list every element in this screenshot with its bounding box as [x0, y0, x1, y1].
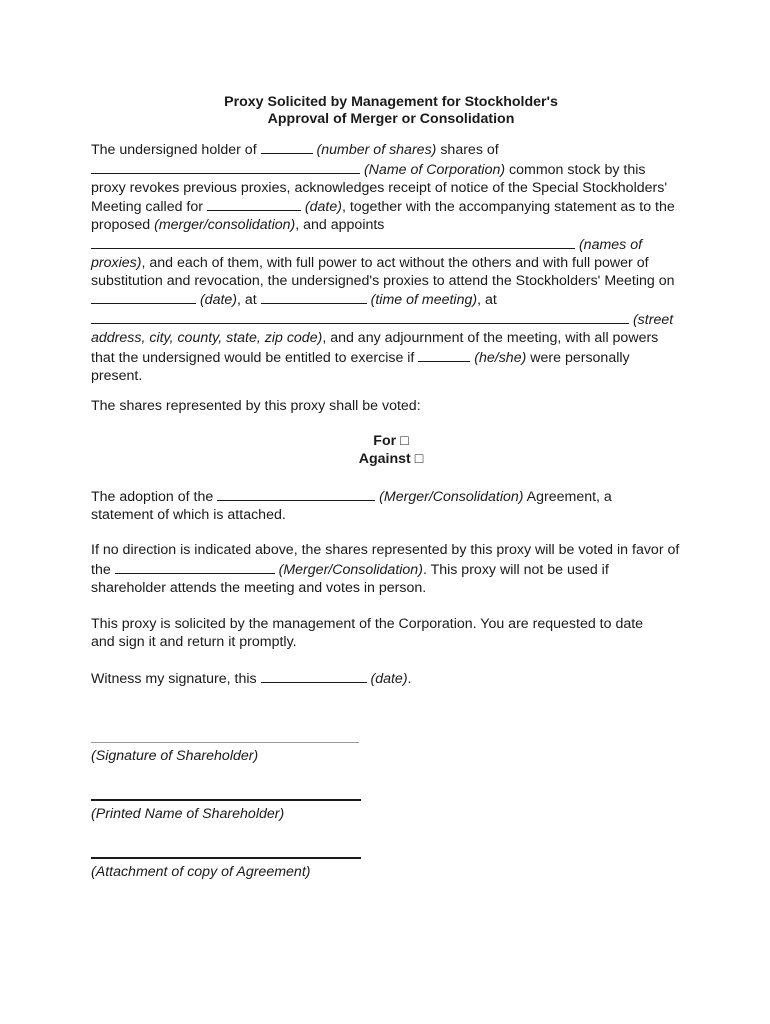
meeting-date-blank[interactable]: [91, 290, 196, 304]
signature-label: (Signature of Shareholder): [91, 748, 259, 765]
paragraph-no-direction: [91, 542, 681, 597]
title-line-1: Proxy Solicited by Management for Stockholder's: [224, 94, 558, 110]
corporation-name-blank[interactable]: [91, 160, 360, 174]
text: , together with the accompanying statement as to the proposed: [91, 199, 675, 234]
vote-for-label: For: [373, 433, 397, 450]
text: The undersigned holder of: [91, 142, 261, 158]
document-page: [91, 94, 691, 880]
witness-date-blank[interactable]: [261, 669, 367, 683]
title-line-2: Approval of Merger or Consolidation: [267, 111, 515, 127]
signature-block: [91, 741, 691, 880]
text: . This proxy will not be used if shareholder attends the meeting and votes in person.: [91, 562, 609, 596]
vote-against-checkbox[interactable]: □: [414, 450, 424, 467]
text: If no direction is indicated above, the shares represented by this proxy will be voted in favor of the: [91, 542, 680, 579]
text: , at: [237, 292, 261, 309]
hint-merger-consolidation: (merger/consolidation): [154, 217, 296, 234]
vote-for-option[interactable]: [91, 433, 691, 451]
hint-time-of-meeting: (time of meeting): [370, 292, 478, 309]
paragraph-witness: [91, 669, 691, 689]
hint-date: (date): [304, 199, 342, 216]
vote-against-option[interactable]: [91, 451, 691, 469]
text: Agreement, a statement of which is attached.: [91, 488, 612, 523]
hint-date: (date): [370, 671, 408, 688]
text: were personally present.: [91, 349, 630, 384]
hint-merger-consolidation: (Merger/Consolidation): [379, 488, 524, 505]
number-of-shares-blank[interactable]: [261, 140, 313, 154]
pronoun-blank[interactable]: [418, 348, 470, 362]
hint-he-she: (he/she): [474, 349, 527, 366]
paragraph-solicited: This proxy is solicited by the management of the Corporation. You are requested to date and sign it and return it promptly.: [91, 615, 644, 650]
text: shares of: [436, 142, 499, 158]
hint-merger-consolidation: (Merger/Consolidation): [278, 562, 423, 579]
document-title: [91, 94, 691, 128]
adoption-agreement-blank[interactable]: [217, 487, 375, 501]
default-vote-agreement-blank[interactable]: [115, 560, 275, 574]
text: .: [407, 671, 412, 688]
text: , and each of them, with full power to act without the others and with full power of substitution and revocation, the undersigned's proxies to attend the Stockholders' Meeting on: [91, 254, 675, 289]
text: Witness my signature, this: [91, 671, 261, 688]
hint-corporation-name: (Name of Corporation): [363, 161, 506, 178]
paragraph-appointment: [91, 140, 676, 385]
vote-against-label: Against: [358, 450, 411, 467]
text: The adoption of the: [91, 488, 218, 505]
attachment-line[interactable]: [91, 856, 361, 859]
paragraph-voted: The shares represented by this proxy shall be voted:: [91, 398, 421, 415]
vote-options: [91, 433, 691, 469]
printed-name-label: (Printed Name of Shareholder): [91, 806, 285, 823]
hint-number-of-shares: (number of shares): [316, 142, 437, 158]
meeting-called-date-blank[interactable]: [207, 197, 301, 211]
text: , and appoints: [295, 217, 385, 234]
meeting-address-blank[interactable]: [91, 310, 629, 324]
meeting-time-blank[interactable]: [261, 290, 367, 304]
hint-street-address: (street address, city, county, state, zip code): [91, 312, 674, 346]
text: common stock by this proxy revokes previous proxies, acknowledges receipt of notice of the Special Stockholders' Meeting called for: [91, 161, 668, 216]
paragraph-adoption: [91, 487, 651, 525]
hint-names-of-proxies: (names of proxies): [91, 236, 643, 271]
text: , and any adjournment of the meeting, with all powers that the undersigned would be entitled to exercise if: [91, 329, 659, 366]
attachment-label: (Attachment of copy of Agreement): [91, 864, 311, 881]
vote-for-checkbox[interactable]: □: [400, 433, 409, 450]
signature-line[interactable]: [91, 741, 359, 743]
hint-date: (date): [199, 292, 238, 309]
printed-name-line[interactable]: [91, 798, 361, 801]
text: , at: [477, 292, 497, 309]
proxy-names-blank[interactable]: [91, 235, 575, 249]
